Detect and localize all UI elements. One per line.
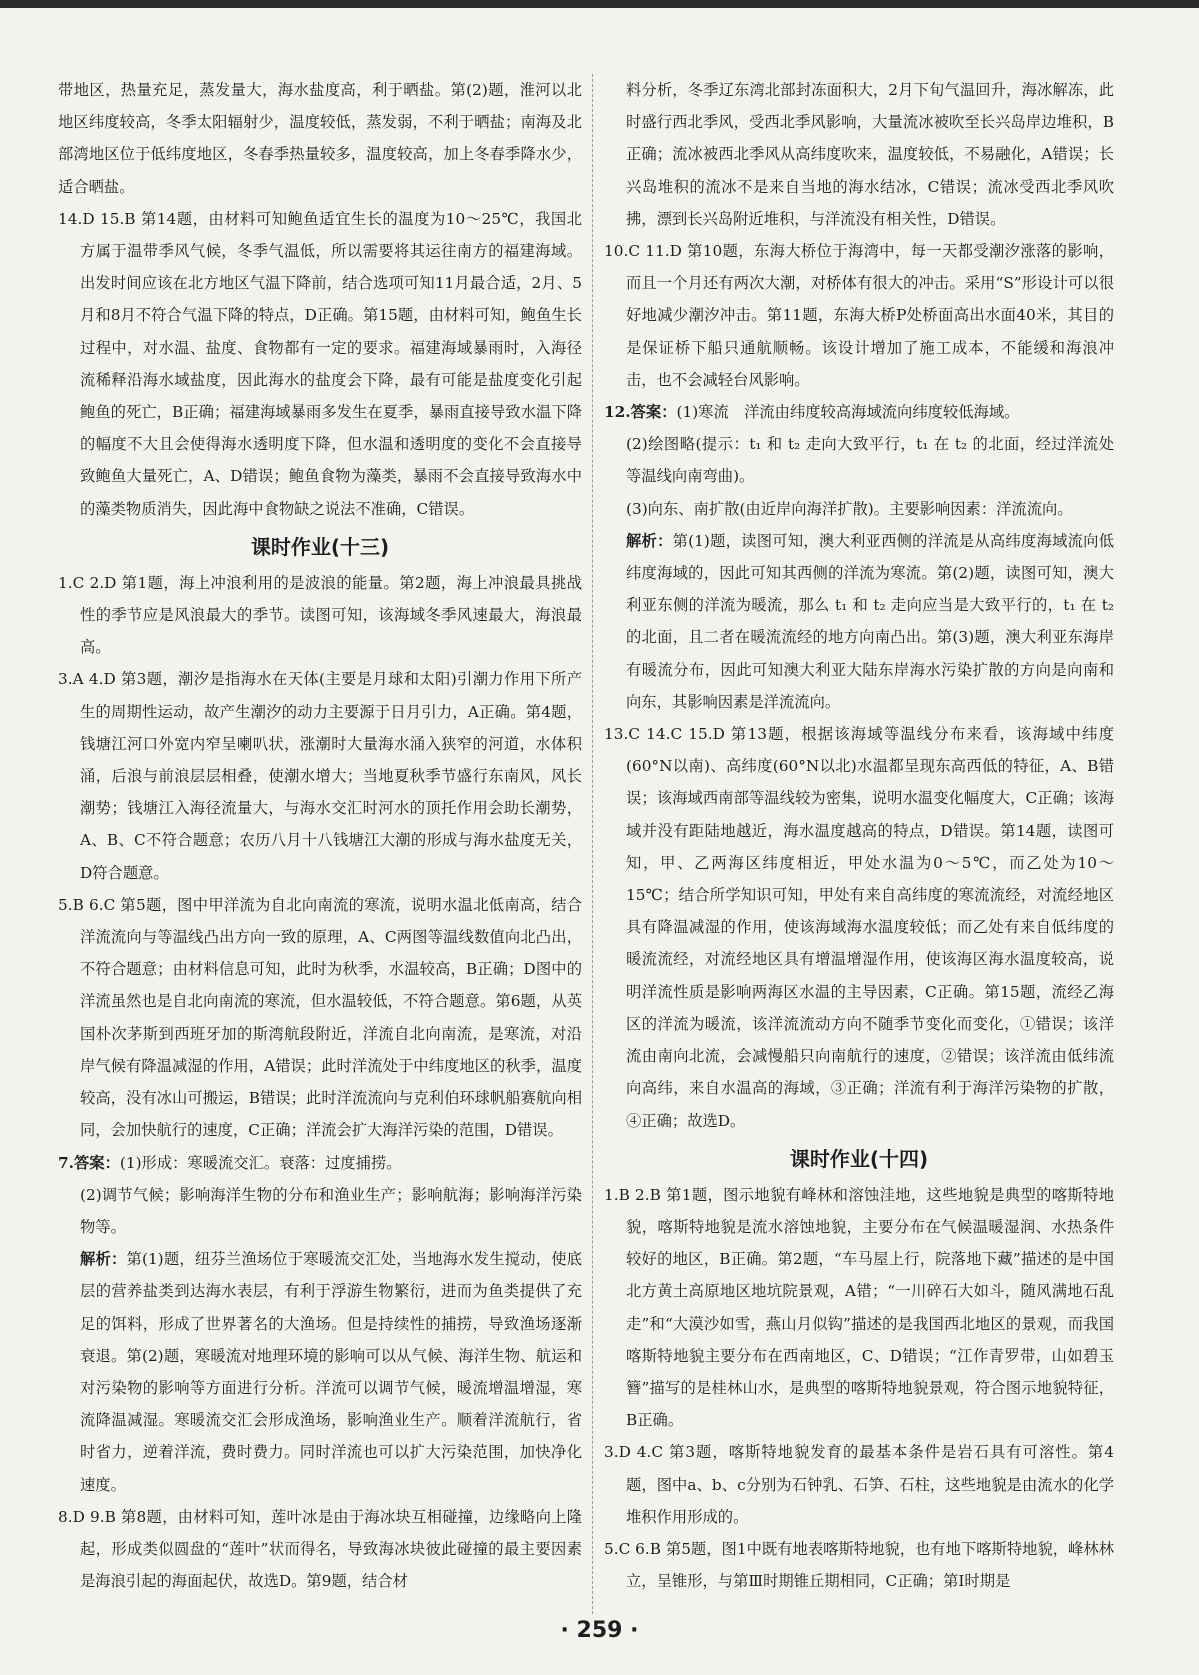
answer-q13-15: 13.C 14.C 15.D 第13题，根据该海域等温线分布来看，该海域中纬度(60°N以南)、高纬度(60°N以北)水温都呈现东高西低的特征，A、B错误；该海域西南部等温线较为密集，说明水温变化幅度大，C正确；该海域并没有距陆地越近，海水温度越高的特点，D错误。第14题，读图可知，甲、乙两海区纬度相近，甲处水温为0～5℃，而乙处为10～15℃；结合所学知识可知，甲处有来自高纬度的寒流流经，对流经地区具有降温减湿的作用，使该海域海水温度较低；而乙处有来自低纬度的暖流流经，对流经地区具有增温增湿作用，使该海区海水温度较高，说明洋流性质是影响两海区水温的主导因素，C正确。第15题，流经乙海区的洋流为暖流，该洋流流动方向不随季节变化而变化，①错误；该洋流由南向北流，会减慢船只向南航行的速度，②错误；该洋流由低纬流向高纬，来自水温高的海域，③正确；洋流有利于海洋污染物的扩散，④正确；故选D。 [604, 725, 1114, 1130]
analysis-q7 [58, 1243, 582, 1501]
answer-text: (1)寒流 洋流由纬度较高海域流向纬度较低海域。 [676, 403, 1020, 422]
answer-q7 [58, 1147, 582, 1179]
right-column [604, 74, 1114, 1597]
section-heading-13: 课时作业(十三) [250, 534, 390, 559]
section-heading-14: 课时作业(十四) [789, 1146, 929, 1171]
top-scan-edge [0, 0, 1199, 8]
analysis-label: 解析： [80, 1250, 127, 1269]
answer-q5-6: 5.B 6.C 第5题，图中甲洋流为自北向南流的寒流，说明水温北低南高，结合洋流流向与等温线凸出方向一致的原理，A、C两图等温线数值向北凸出，不符合题意；由材料信息可知，此时为秋季，水温较高，B正确；D图中的洋流虽然也是自北向南流的寒流，但水温较低，不符合题意。第6题，从英国朴次茅斯到西班牙加的斯湾航段附近，洋流自北向南流，是寒流，对沿岸气候有降温减湿的作用，A错误；此时洋流处于中纬度地区的秋季，温度较高，没有冰山可搬运，B错误；此时洋流流向与克利伯环球帆船赛航向相同，会加快航行的速度，C正确；洋流会扩大海洋污染的范围，D错误。 [58, 895, 582, 1140]
answer-q1-2: 1.C 2.D 第1题，海上冲浪利用的是波浪的能量。第2题，海上冲浪最具挑战性的季节应是风浪最大的季节。读图可知，该海域冬季风速最大，海浪最高。 [58, 573, 582, 657]
page-number: · 259 · [560, 1618, 639, 1643]
answer-q14-15: 14.D 15.B 第14题，由材料可知鲍鱼适宜生长的温度为10～25℃，我国北方属于温带季风气候，冬季气温低，所以需要将其运往南方的福建海域。出发时间应该在北方地区气温下降前，结合选项可知11月最合适，2月、5月和8月不符合气温下降的特点，D正确。第15题，由材料可知，鲍鱼生长过程中，对水温、盐度、食物都有一定的要求。福建海域暴雨时，入海径流稀释沿海水域盐度，因此海水的盐度会下降，最有可能是盐度变化引起鲍鱼的死亡，B正确；福建海域暴雨多发生在夏季，暴雨直接导致水温下降的幅度不大且会使得海水透明度下降，但水温和透明度的变化不会直接导致鲍鱼大量死亡，A、D错误；鲍鱼食物为藻类，暴雨不会直接导致海水中的藻类物质消失，因此海中食物缺之说法不准确，C错误。 [58, 209, 582, 518]
answer-label: 7.答案： [58, 1153, 120, 1172]
analysis-text: 第(1)题，纽芬兰渔场位于寒暖流交汇处，当地海水发生搅动，使底层的营养盐类到达海水表层，有利于浮游生物繁衍，进而为鱼类提供了充足的饵料，形成了世界著名的大渔场。但是持续性的捕捞，导致渔场逐渐衰退。第(2)题，寒暖流对地理环境的影响可以从气候、海洋生物、航运和对污染物的影响等方面进行分析。洋流可以调节气候，暖流增温增湿，寒流降温减湿。寒暖流交汇会形成渔场，影响渔业生产。顺着洋流航行，省时省力，逆着洋流，费时费力。同时洋流也可以扩大污染范围，加快净化速度。 [80, 1250, 582, 1494]
left-column [58, 74, 582, 1597]
analysis-q12 [604, 525, 1114, 718]
answer-q3-4: 3.A 4.D 第3题，潮汐是指海水在天体(主要是月球和太阳)引潮力作用下所产生的周期性运动，故产生潮汐的动力主要源于日月引力，A正确。第4题，钱塘江河口外宽内窄呈喇叭状，涨潮时大量海水涌入狭窄的河道，水体积涌，后浪与前浪层层相叠，使潮水增大；当地夏秋季节盛行东南风，风长潮势；钱塘江入海径流量大，与海水交汇时河水的顶托作用会助长潮势，A、B、C不符合题意；农历八月十八钱塘江大潮的形成与海水盐度无关，D符合题意。 [58, 670, 582, 882]
answer-q12 [604, 396, 1114, 428]
analysis-text: 第(1)题，读图可知，澳大利亚西侧的洋流是从高纬度海域流向低纬度海域的，因此可知其西侧的洋流为寒流。第(2)题，读图可知，澳大利亚东侧的洋流为暖流，那么 t₁ 和 t₂ 走向应当是大致平行的，t₁ 在 t₂ 的北面，且二者在暖流流经的地方向南凸出。第(3)题，澳大利亚东海岸有暖流分布，因此可知澳大利亚大陆东岸海水污染扩散的方向是向南和向东，其影响因素是洋流流向。 [626, 531, 1114, 711]
answer-text: (1)形成：寒暖流交汇。衰落：过度捕捞。 [119, 1153, 402, 1172]
answer-q10-11: 10.C 11.D 第10题，东海大桥位于海湾中，每一天都受潮汐涨落的影响，而且一个月还有两次大潮，对桥体有很大的冲击。采用“S”形设计可以很好地减少潮汐冲击。第11题，东海大桥P处桥面高出水面40米，其目的是保证桥下船只通航顺畅。该设计增加了施工成本，不能缓和海浪冲击，也不会减轻台风影响。 [604, 242, 1114, 389]
answer-q7-part2: (2)调节气候；影响海洋生物的分布和渔业生产；影响航海；影响海洋污染物等。 [80, 1185, 582, 1236]
answer-q1-2-sec14: 1.B 2.B 第1题，图示地貌有峰林和溶蚀洼地，这些地貌是典型的喀斯特地貌，喀斯特地貌是流水溶蚀地貌，主要分布在气候温暖湿润、水热条件较好的地区，B正确。第2题，“车马屋上行，院落地下藏”描述的是中国北方黄土高原地区地坑院景观，A错；“一川碎石大如斗，随风满地石乱走”和“大漠沙如雪，燕山月似钩”描述的是我国西北地区的景观，而我国喀斯特地貌主要分布在西南地区，C、D错误；“江作青罗带，山如碧玉簪”描写的是桂林山水，是典型的喀斯特地貌景观，符合图示地貌特征，B正确。 [604, 1185, 1114, 1430]
answer-label: 12.答案： [604, 403, 677, 422]
answer-continuation: 料分析，冬季辽东湾北部封冻面积大，2月下旬气温回升，海冰解冻，此时盛行西北季风，受西北季风影响，大量流冰被吹至长兴岛岸边堆积，B正确；流冰被西北季风从高纬度吹来，温度较低，不易融化，A错误；长兴岛堆积的流冰不是来自当地的海水结冰，C错误；流冰受西北季风吹拂，漂到长兴岛附近堆积，与洋流没有相关性，D错误。 [626, 81, 1114, 228]
answer-q12-part2: (2)绘图略(提示：t₁ 和 t₂ 走向大致平行，t₁ 在 t₂ 的北面，经过洋流处等温线向南弯曲)。 [626, 435, 1114, 486]
answer-paragraph: 带地区，热量充足，蒸发量大，海水盐度高，利于晒盐。第(2)题，淮河以北地区纬度较高，冬季太阳辐射少，温度较低，蒸发弱，不利于晒盐；南海及北部湾地区位于低纬度地区，冬春季热量较多，温度较高，加上冬春季降水少，适合晒盐。 [58, 81, 582, 196]
answer-q3-4-sec14: 3.D 4.C 第3题，喀斯特地貌发育的最基本条件是岩石具有可溶性。第4题，图中a、b、c分别为石钟乳、石笋、石柱，这些地貌是由流水的化学堆积作用形成的。 [604, 1443, 1114, 1526]
column-divider [592, 74, 593, 1614]
answer-q12-part3: (3)向东、南扩散(由近岸向海洋扩散)。主要影响因素：洋流流向。 [626, 499, 1073, 518]
analysis-label: 解析： [626, 531, 673, 550]
answer-q5-6-sec14: 5.C 6.B 第5题，图1中既有地表喀斯特地貌，也有地下喀斯特地貌，峰林林立，呈锥形，与第Ⅲ时期锥丘期相同，C正确；第Ⅰ时期是 [604, 1539, 1114, 1591]
answer-q8-9: 8.D 9.B 第8题，由材料可知，莲叶冰是由于海冰块互相碰撞，边缘略向上隆起，形成类似圆盘的“莲叶”状而得名，导致海冰块彼此碰撞的最主要因素是海浪引起的海面起伏，故选D。第9题，结合材 [58, 1507, 582, 1591]
